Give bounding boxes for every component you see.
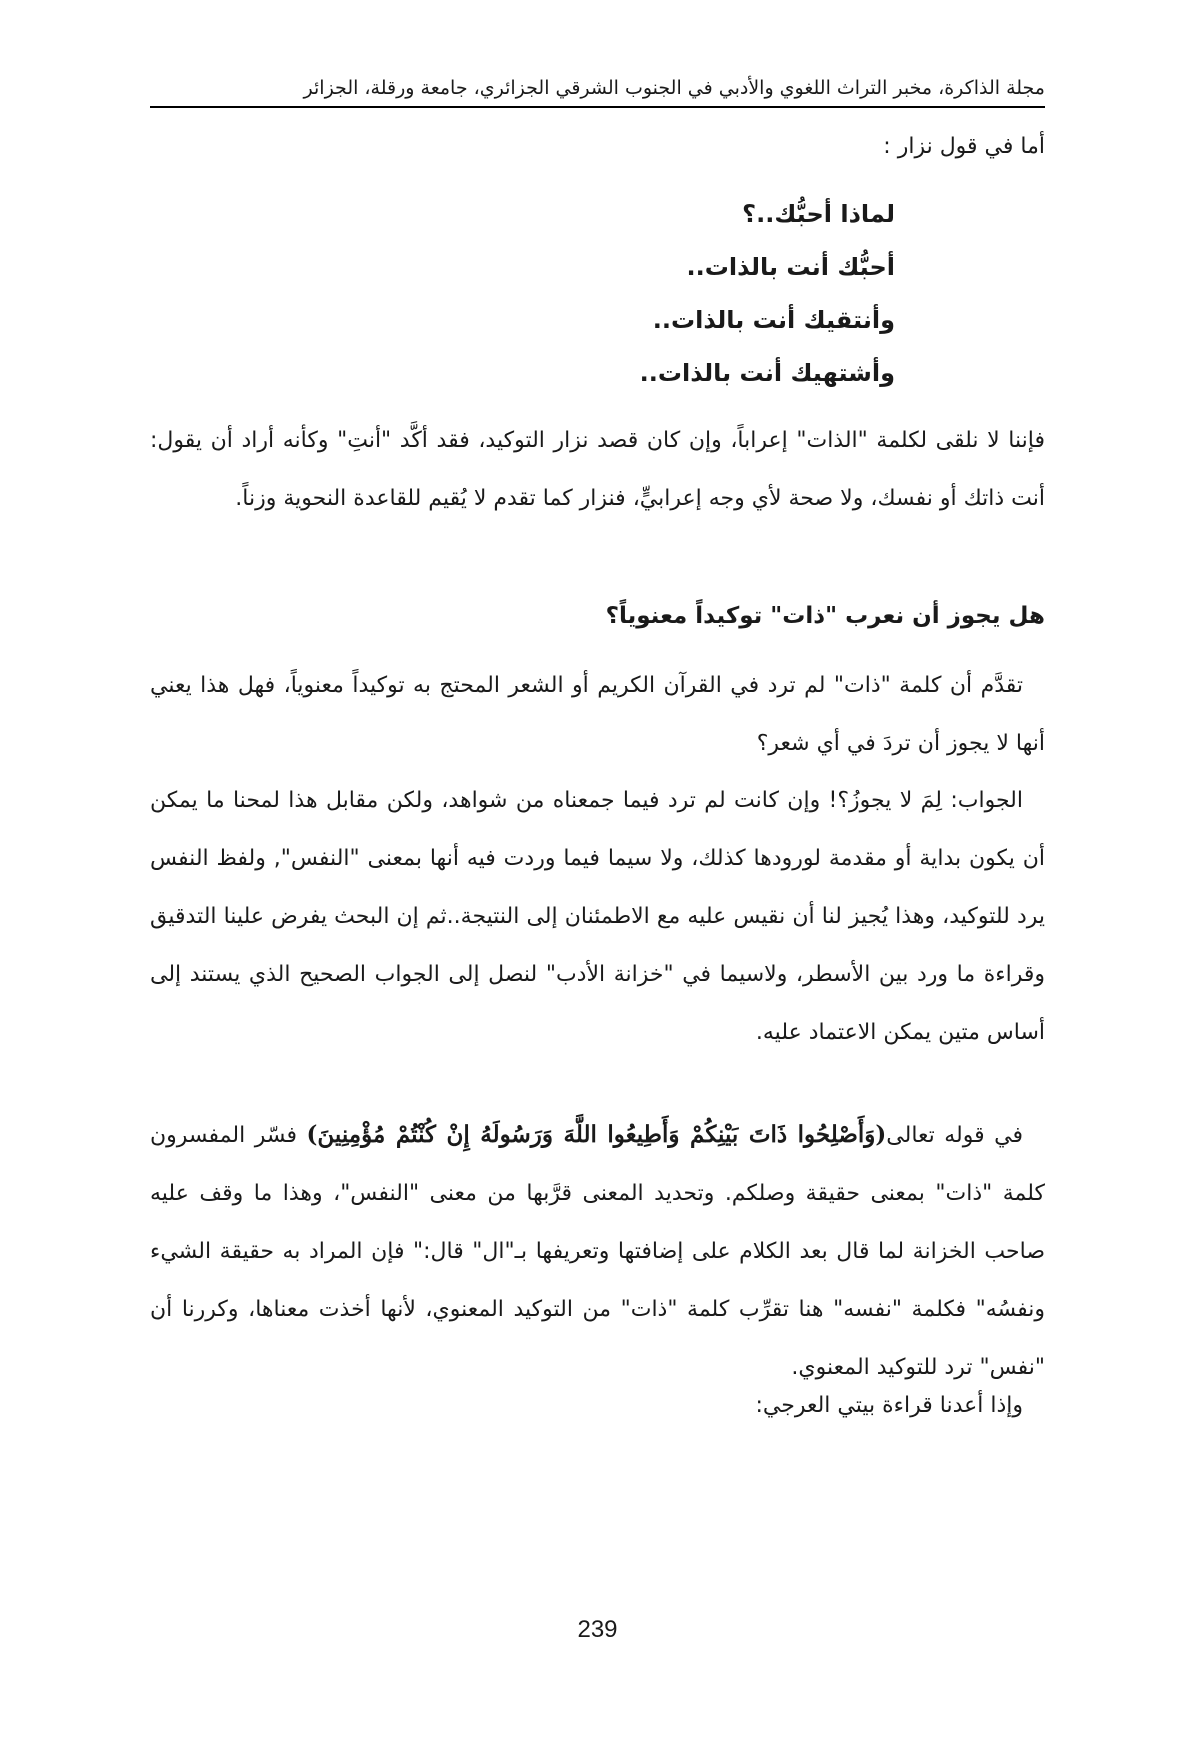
quran-verse: (وَأَصْلِحُوا ذَاتَ بَيْنِكُمْ وَأَطِيعُوا اللَّهَ وَرَسُولَهُ إِنْ كُنْتُمْ مُؤْمِنِينَ) <box>306 1121 887 1148</box>
poem-line: وأنتقيك أنت بالذات.. <box>652 306 895 334</box>
closing-line: وإذا أعدنا قراءة بيتي العرجي: <box>755 1393 1023 1418</box>
paragraph-1: فإننا لا نلقى لكلمة "الذات" إعراباً، وإن كان قصد نزار التوكيد، فقد أكَّد "أنتِ" وكأنه أراد أن يقول: أنت ذاتك أو نفسك، ولا صحة لأي وجه إعرابيٍّ، فنزار كما تقدم لا يُقيم للقاعدة النحوية وزناً. <box>150 428 1045 511</box>
intro-line: أما في قول نزار : <box>883 134 1045 159</box>
journal-header: مجلة الذاكرة، مخبر التراث اللغوي والأدبي في الجنوب الشرقي الجزائري، جامعة ورقلة، الجزائر <box>303 77 1045 99</box>
poem-line: أحبُّك أنت بالذات.. <box>686 253 895 281</box>
poem-excerpt <box>150 188 895 400</box>
page-number: 239 <box>577 1616 618 1643</box>
header-divider <box>150 106 1045 108</box>
section-heading: هل يجوز أن نعرب "ذات" توكيداً معنوياً؟ <box>605 603 1045 629</box>
paragraph-4-rest: فسّر المفسرون كلمة "ذات" بمعنى حقيقة وصلكم. وتحديد المعنى قرَّبها من معنى "النفس"، وهذا ما وقف عليه صاحب الخزانة لما قال بعد الكلام على إضافتها وتعريفها بـ"ال" قال:" فإن المراد به حقيقة الشيء ونفسُه" فكلمة "نفسه" هنا تقرِّب كلمة "ذات" من التوكيد المعنوي، لأنها أخذت معناها، وكررنا أن "نفس" ترد للتوكيد المعنوي. <box>150 1123 1045 1380</box>
paragraph-4-lead: في قوله تعالى <box>886 1123 1024 1148</box>
paragraph-4 <box>150 1106 1045 1397</box>
paragraph-3: الجواب: لِمَ لا يجوزُ؟! وإن كانت لم ترد فيما جمعناه من شواهد، ولكن مقابل هذا لمحنا ما يمكن أن يكون بداية أو مقدمة لورودها كذلك، ولا سيما فيما وردت فيه أنها بمعنى "النفس", ولفظ النفس يرد للتوكيد، وهذا يُجيز لنا أن نقيس عليه مع الاطمئنان إلى النتيجة..ثم إن البحث يفرض علينا التدقيق وقراءة ما ورد بين الأسطر، ولاسيما في "خزانة الأدب" لنصل إلى الجواب الصحيح الذي يستند إلى أساس متين يمكن الاعتماد عليه. <box>150 788 1045 1045</box>
paragraph-2: تقدَّم أن كلمة "ذات" لم ترد في القرآن الكريم أو الشعر المحتج به توكيداً معنوياً، فهل هذا يعني أنها لا يجوز أن تردَ في أي شعر؟ <box>150 673 1045 756</box>
poem-line: لماذا أحبُّك..؟ <box>742 200 895 228</box>
poem-line: وأشتهيك أنت بالذات.. <box>639 359 895 387</box>
